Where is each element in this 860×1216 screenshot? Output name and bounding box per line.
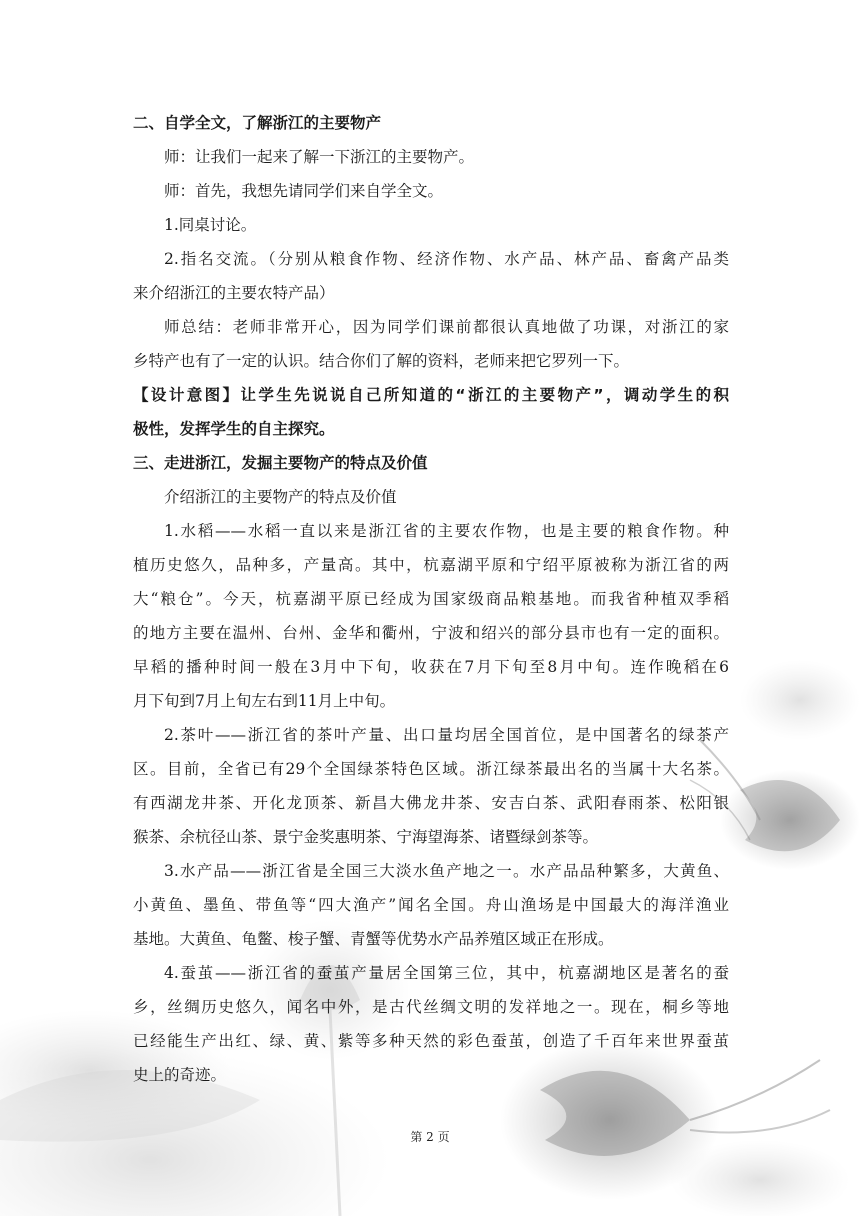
rice-line: 月下旬到7月上旬左右到11月上中旬。 [133, 692, 396, 710]
silk-line: 乡，丝绸历史悠久，闻名中外，是古代丝绸文明的发祥地之一。现在，桐乡等地 [133, 998, 729, 1016]
paragraph: 介绍浙江的主要物产的特点及价值 [164, 488, 397, 506]
rice-line: 1.水稻——水稻一直以来是浙江省的主要农作物，也是主要的粮食作物。种 [164, 522, 729, 540]
paragraph: 师：让我们一起来了解一下浙江的主要物产。 [164, 148, 475, 166]
rice-line: 大“粮仓”。今天，杭嘉湖平原已经成为国家级商品粮基地。而我省种植双季稻 [133, 590, 729, 608]
document-body [133, 106, 729, 1092]
silk-line: 已经能生产出红、绿、黄、紫等多种天然的彩色蚕茧，创造了千百年来世界蚕茧 [133, 1032, 729, 1050]
paragraph-line: 2.指名交流。（分别从粮食作物、经济作物、水产品、林产品、畜禽产品类 [164, 250, 729, 268]
design-intent-line: 极性，发挥学生的自主探究。 [133, 420, 335, 438]
section-heading: 三、走进浙江，发掘主要物产的特点及价值 [133, 454, 428, 472]
paragraph-line: 师总结：老师非常开心，因为同学们课前都很认真地做了功课，对浙江的家 [164, 318, 729, 336]
design-intent-line: 【设计意图】让学生先说说自己所知道的“浙江的主要物产”，调动学生的积 [133, 386, 729, 404]
paragraph-line: 乡特产也有了一定的认识。结合你们了解的资料，老师来把它罗列一下。 [133, 352, 630, 370]
tea-line: 区。目前，全省已有29个全国绿茶特色区域。浙江绿茶最出名的当属十大名茶。 [133, 760, 729, 778]
paragraph: 1.同桌讨论。 [164, 216, 257, 234]
section-heading: 二、自学全文，了解浙江的主要物产 [133, 114, 382, 132]
tea-line: 猴茶、余杭径山茶、景宁金奖惠明茶、宁海望海茶、诸暨绿剑茶等。 [133, 828, 599, 846]
aquatic-line: 基地。大黄鱼、龟鳖、梭子蟹、青蟹等优势水产品养殖区域正在形成。 [133, 930, 614, 948]
rice-line: 早稻的播种时间一般在3月中下旬，收获在7月下旬至8月中旬。连作晚稻在6 [133, 658, 729, 676]
tea-line: 2.茶叶——浙江省的茶叶产量、出口量均居全国首位，是中国著名的绿茶产 [164, 726, 729, 744]
paragraph-line: 来介绍浙江的主要农特产品） [133, 284, 335, 302]
rice-line: 植历史悠久，品种多，产量高。其中，杭嘉湖平原和宁绍平原被称为浙江省的两 [133, 556, 729, 574]
silk-line: 4.蚕茧——浙江省的蚕茧产量居全国第三位，其中，杭嘉湖地区是著名的蚕 [164, 964, 729, 982]
silk-line: 史上的奇迹。 [133, 1066, 227, 1084]
rice-line: 的地方主要在温州、台州、金华和衢州，宁波和绍兴的部分县市也有一定的面积。 [133, 624, 729, 642]
paragraph: 师：首先，我想先请同学们来自学全文。 [164, 182, 444, 200]
tea-line: 有西湖龙井茶、开化龙顶茶、新昌大佛龙井茶、安吉白茶、武阳春雨茶、松阳银 [133, 794, 729, 812]
aquatic-line: 小黄鱼、墨鱼、带鱼等“四大渔产”闻名全国。舟山渔场是中国最大的海洋渔业 [133, 896, 729, 914]
page-number: 第 2 页 [410, 1130, 450, 1144]
aquatic-line: 3.水产品——浙江省是全国三大淡水鱼产地之一。水产品品种繁多，大黄鱼、 [164, 862, 729, 880]
